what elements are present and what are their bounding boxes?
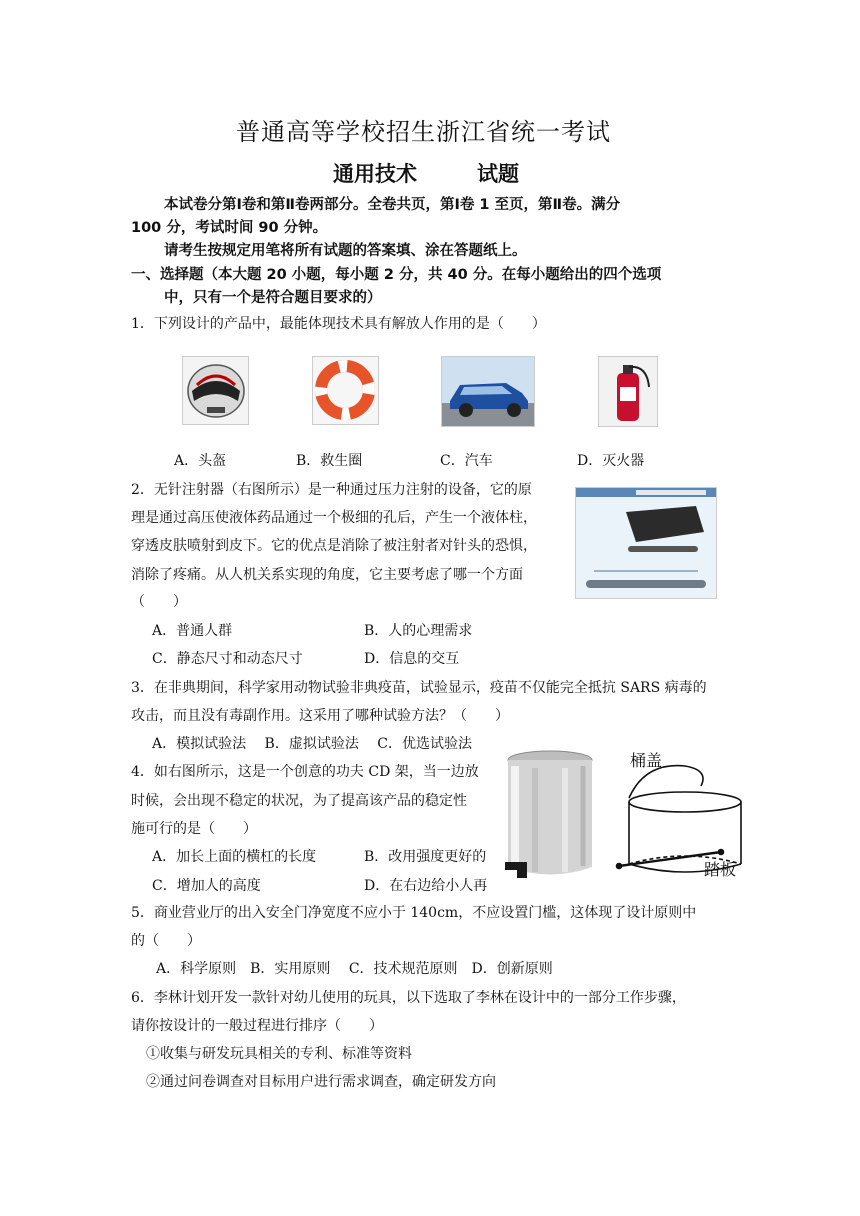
- q1-option-c: C．汽车: [440, 453, 493, 469]
- q2-line-3: 穿透皮肤喷射到皮下。它的优点是消除了被注射者对针头的恐惧，: [131, 538, 537, 554]
- q1-option-d: D．灭火器: [577, 453, 645, 469]
- paper-title: 试题: [477, 161, 519, 186]
- q4-line-2: 时候，会出现不稳定的状况，为了提高该产品的稳定性: [131, 793, 467, 809]
- q3-line-1: 3．在非典期间，科学家用动物试验非典疫苗，试验显示，疫苗不仅能完全抵抗 SARS 病毒的: [131, 680, 707, 696]
- q4-line-3: 施可行的是（ ）: [131, 821, 257, 837]
- q2-line-2: 理是通过高压使液体药品通过一个极细的孔后，产生一个液体柱，: [131, 510, 537, 526]
- subject-title: 通用技术: [333, 161, 417, 186]
- section-heading-line-1: 一、选择题（本大题 20 小题，每小题 2 分，共 40 分。在每小题给出的四个选项: [131, 267, 662, 283]
- trash-can-figure: [495, 742, 755, 892]
- q2-line-1: 2．无针注射器（右图所示）是一种通过压力注射的设备，它的原: [131, 482, 532, 498]
- q4-option-d: D．在右边给小人再: [364, 878, 488, 894]
- q3-options: A．模拟试验法 B．虚拟试验法 C．优选试验法: [152, 736, 473, 752]
- q2-option-d: D．信息的交互: [364, 651, 460, 667]
- q1-option-a: A．头盔: [174, 453, 227, 469]
- q6-step-1: ①收集与研发玩具相关的专利、标准等资料: [146, 1046, 412, 1062]
- intro-line-2: 100 分，考试时间 90 分钟。: [131, 220, 328, 236]
- q4-option-b: B．改用强度更好的: [364, 849, 487, 865]
- exam-title: 普通高等学校招生浙江省统一考试: [236, 118, 611, 146]
- q5-line-1: 5．商业营业厅的出入安全门净宽度不应小于 140cm，不应设置门槛，这体现了设计原则中: [131, 905, 697, 921]
- q5-options: A．科学原则 B．实用原则 C．技术规范原则 D．创新原则: [156, 961, 553, 977]
- q4-line-1: 4．如右图所示，这是一个创意的功夫 CD 架，当一边放: [131, 764, 479, 780]
- label-pedal: 踏板: [704, 860, 737, 879]
- q2-option-c: C．静态尺寸和动态尺寸: [152, 651, 303, 667]
- q4-option-a: A．加长上面的横杠的长度: [152, 849, 317, 865]
- car-image: [441, 356, 535, 427]
- label-lid: 桶盖: [630, 751, 663, 770]
- q6-line-1: 6．李林计划开发一款针对幼儿使用的玩具，以下选取了李林在设计中的一部分工作步骤，: [131, 990, 686, 1006]
- section-heading-line-2: 中，只有一个是符合题目要求的）: [164, 290, 382, 306]
- needle-free-injector-image: [575, 487, 717, 599]
- q1-stem: 1．下列设计的产品中，最能体现技术具有解放人作用的是（ ）: [131, 316, 546, 332]
- intro-line-1: 本试卷分第Ⅰ卷和第Ⅱ卷两部分。全卷共页，第Ⅰ卷 1 至页，第Ⅱ卷。满分: [164, 197, 621, 213]
- q6-step-2: ②通过问卷调查对目标用户进行需求调查，确定研发方向: [146, 1074, 496, 1090]
- q2-option-b: B．人的心理需求: [364, 623, 473, 639]
- q4-option-c: C．增加人的高度: [152, 878, 261, 894]
- q1-option-b: B．救生圈: [296, 453, 363, 469]
- q2-line-4: 消除了疼痛。从人机关系实现的角度，它主要考虑了哪一个方面: [131, 567, 523, 583]
- q6-line-2: 请你按设计的一般过程进行排序（ ）: [131, 1018, 383, 1034]
- pedal-bin-photo: [505, 751, 592, 878]
- intro-line-3: 请考生按规定用笔将所有试题的答案填、涂在答题纸上。: [164, 243, 527, 259]
- fire-extinguisher-image: [598, 356, 658, 427]
- lifebuoy-image: [312, 356, 379, 425]
- q5-line-2: 的（ ）: [131, 933, 201, 949]
- helmet-image: [182, 356, 249, 425]
- q2-option-a: A．普通人群: [152, 623, 233, 639]
- q2-line-5: （ ）: [131, 594, 187, 610]
- q3-line-2: 攻击，而且没有毒副作用。这采用了哪种试验方法？（ ）: [131, 708, 509, 724]
